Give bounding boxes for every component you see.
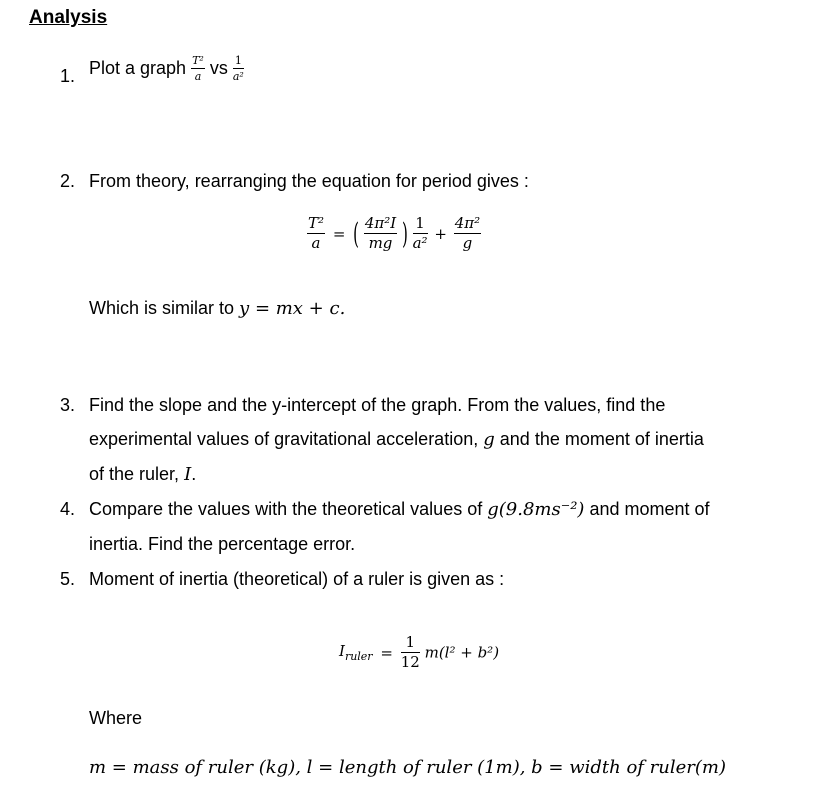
item-4-text: Compare the values with the theoretical values of (89, 499, 483, 519)
equals-sign: = (332, 224, 346, 243)
fraction-numerator: 1 (413, 216, 428, 234)
fraction-denominator: g (462, 234, 473, 252)
list-number-3: 3. (60, 395, 76, 415)
item-2-text: From theory, rearranging the equation for period gives : (89, 171, 529, 191)
fraction-numerator: T² (308, 214, 325, 232)
plus-sign: + (434, 224, 447, 243)
period-equation (307, 216, 481, 251)
one-over-a2-fraction (413, 216, 428, 251)
item-3-line-1: Find the slope and the y-intercept of the graph. From the values, find the (89, 395, 666, 415)
similar-line (89, 298, 345, 319)
lhs-fraction (307, 216, 325, 251)
item-3-text: experimental values of gravitational acceleration, (89, 429, 479, 449)
left-paren: ( (353, 216, 360, 251)
item-3-line-3 (89, 464, 196, 485)
fraction-denominator: a (194, 70, 202, 83)
variable-definitions: m = mass of ruler (kg), l = length of ruler (1m), b = width of ruler(m) (89, 757, 727, 778)
fraction-numerator: 4π²I (364, 214, 397, 232)
fraction-t2-over-a (191, 55, 205, 82)
inertia-equation (339, 635, 499, 670)
item-5-text: Moment of inertia (theoretical) of a ruler is given as : (89, 569, 505, 589)
rhs-fraction (454, 216, 481, 251)
inertia-symbol: I (184, 464, 192, 485)
list-number-2: 2. (60, 171, 76, 191)
one-twelfth-fraction (401, 635, 420, 670)
fraction-denominator: a² (412, 234, 428, 252)
inertia-rhs: m(l² + b²) (424, 643, 500, 662)
vs-label: vs (209, 58, 228, 78)
period: . (191, 464, 197, 484)
list-number-4: 4. (60, 499, 76, 519)
similar-label: Which is similar to (89, 298, 235, 318)
item-3-text: and the moment of inertia (499, 429, 704, 449)
fraction-numerator: 4π² (454, 214, 481, 232)
list-number-5: 5. (60, 569, 76, 589)
inertia-lhs: $I_{ruler}$ (339, 642, 373, 663)
equals-sign: = (380, 643, 393, 662)
where-label: Where (89, 708, 143, 728)
linear-equation: y = mx + c. (239, 298, 346, 319)
page-title: Analysis (29, 7, 108, 28)
item-1-label: Plot a graph (89, 58, 187, 78)
fraction-denominator: a (311, 234, 321, 252)
list-number-1: 1. (60, 66, 76, 86)
g-symbol: g (483, 429, 495, 450)
item-4-text: and moment of (589, 499, 710, 519)
inner-fraction (364, 216, 397, 251)
fraction-numerator: 1 (401, 635, 420, 653)
gravity-value: g(9.8ms⁻²) (487, 499, 585, 520)
fraction-numerator: T² (192, 54, 204, 67)
fraction-denominator: 12 (400, 653, 420, 671)
item-4-line-1 (89, 499, 710, 520)
item-4-line-2: inertia. Find the percentage error. (89, 534, 356, 554)
fraction-1-over-a2 (233, 55, 244, 82)
fraction-denominator: a² (232, 70, 244, 83)
item-3-line-2 (89, 429, 704, 450)
item-3-text: of the ruler, (89, 464, 180, 484)
fraction-denominator: mg (368, 234, 393, 252)
fraction-numerator: 1 (234, 54, 242, 67)
right-paren: ) (401, 216, 408, 251)
item-1-text (89, 55, 244, 82)
